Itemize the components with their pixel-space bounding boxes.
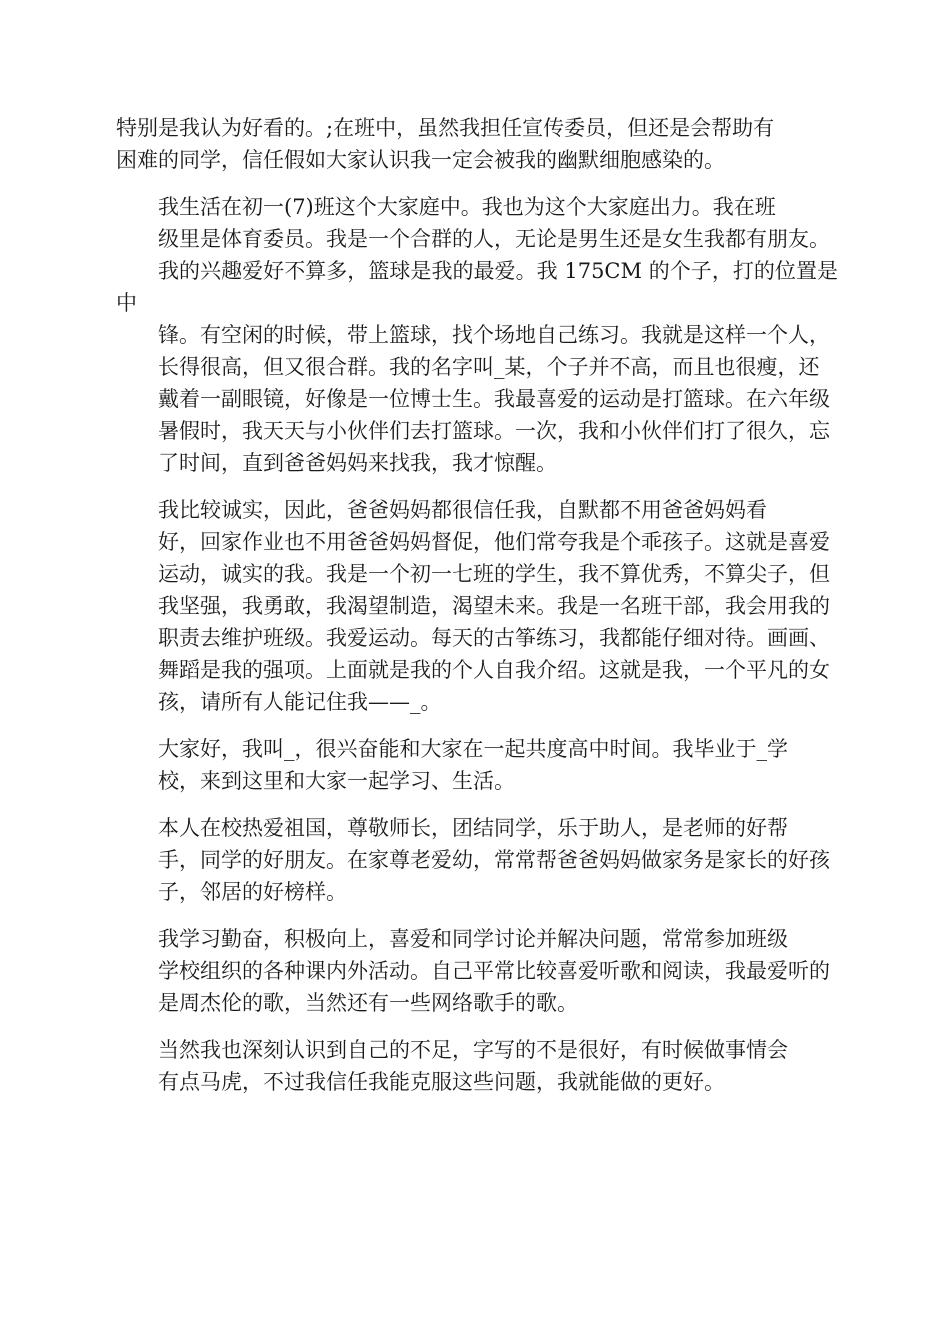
text-line: 我生活在初一(7)班这个大家庭中。我也为这个大家庭出力。我在班 [158,195,776,219]
text-line: 困难的同学，信任假如大家认识我一定会被我的幽默细胞感染的。 [116,148,725,172]
paragraph [116,191,838,479]
text-line: 子，邻居的好榜样。 [158,880,347,904]
text-line: 有点马虎，不过我信任我能克服这些问题，我就能做的更好。 [158,1070,725,1094]
text-line: 校，来到这里和大家一起学习、生活。 [158,769,515,793]
text-line: 了时间，直到爸爸妈妈来找我，我才惊醒。 [158,451,557,475]
text-line: 长得很高，但又很合群。我的名字叫_某，个子并不高，而且也很瘦，还 [158,355,820,379]
text-line: 我比较诚实，因此，爸爸妈妈都很信任我，自默都不用爸爸妈妈看 [158,498,767,522]
text-line: 舞蹈是我的强项。上面就是我的个人自我介绍。这就是我，一个平凡的女 [158,658,830,682]
paragraph [116,494,838,718]
text-line: 当然我也深刻认识到自己的不足，字写的不是很好，有时候做事情会 [158,1038,788,1062]
text-line: 级里是体育委员。我是一个合群的人，无论是男生还是女生我都有朋友。 [158,227,830,251]
text-line: 特别是我认为好看的。;在班中，虽然我担任宣传委员，但还是会帮助有 [116,116,775,140]
paragraph [116,112,838,176]
paragraph [116,733,838,797]
text-line: 大家好，我叫_，很兴奋能和大家在一起共度高中时间。我毕业于_学 [158,737,788,761]
text-line: 孩，请所有人能记住我——_。 [158,690,442,714]
text-line: 暑假时，我天天与小伙伴们去打篮球。一次，我和小伙伴们打了很久，忘 [158,419,830,443]
text-line: 戴着一副眼镜，好像是一位博士生。我最喜爱的运动是打篮球。在六年级 [158,387,830,411]
text-line: 好，回家作业也不用爸爸妈妈督促，他们常夸我是个乖孩子。这就是喜爱 [158,530,830,554]
paragraph [116,812,838,908]
paragraph [116,923,838,1019]
document-body [116,112,838,1113]
text-line: 职责去维护班级。我爱运动。每天的古筝练习，我都能仔细对待。画画、 [158,626,830,650]
text-line: 是周杰伦的歌，当然还有一些网络歌手的歌。 [158,991,578,1015]
text-line: 运动，诚实的我。我是一个初一七班的学生，我不算优秀，不算尖子，但 [158,562,830,586]
text-line: 学校组织的各种课内外活动。自己平常比较喜爱听歌和阅读，我最爱听的 [158,959,830,983]
text-line: 我的兴趣爱好不算多，篮球是我的最爱。我 175CM 的个子，打的位置是中 [116,259,838,315]
text-line: 手，同学的好朋友。在家尊老爱幼，常常帮爸爸妈妈做家务是家长的好孩 [158,848,830,872]
text-line: 锋。有空闲的时候，带上篮球，找个场地自己练习。我就是这样一个人， [158,323,830,347]
text-line: 本人在校热爱祖国，尊敬师长，团结同学，乐于助人，是老师的好帮 [158,816,788,840]
text-line: 我坚强，我勇敢，我渴望制造，渴望未来。我是一名班干部，我会用我的 [158,594,830,618]
text-line: 我学习勤奋，积极向上，喜爱和同学讨论并解决问题，常常参加班级 [158,927,788,951]
paragraph [116,1034,838,1098]
